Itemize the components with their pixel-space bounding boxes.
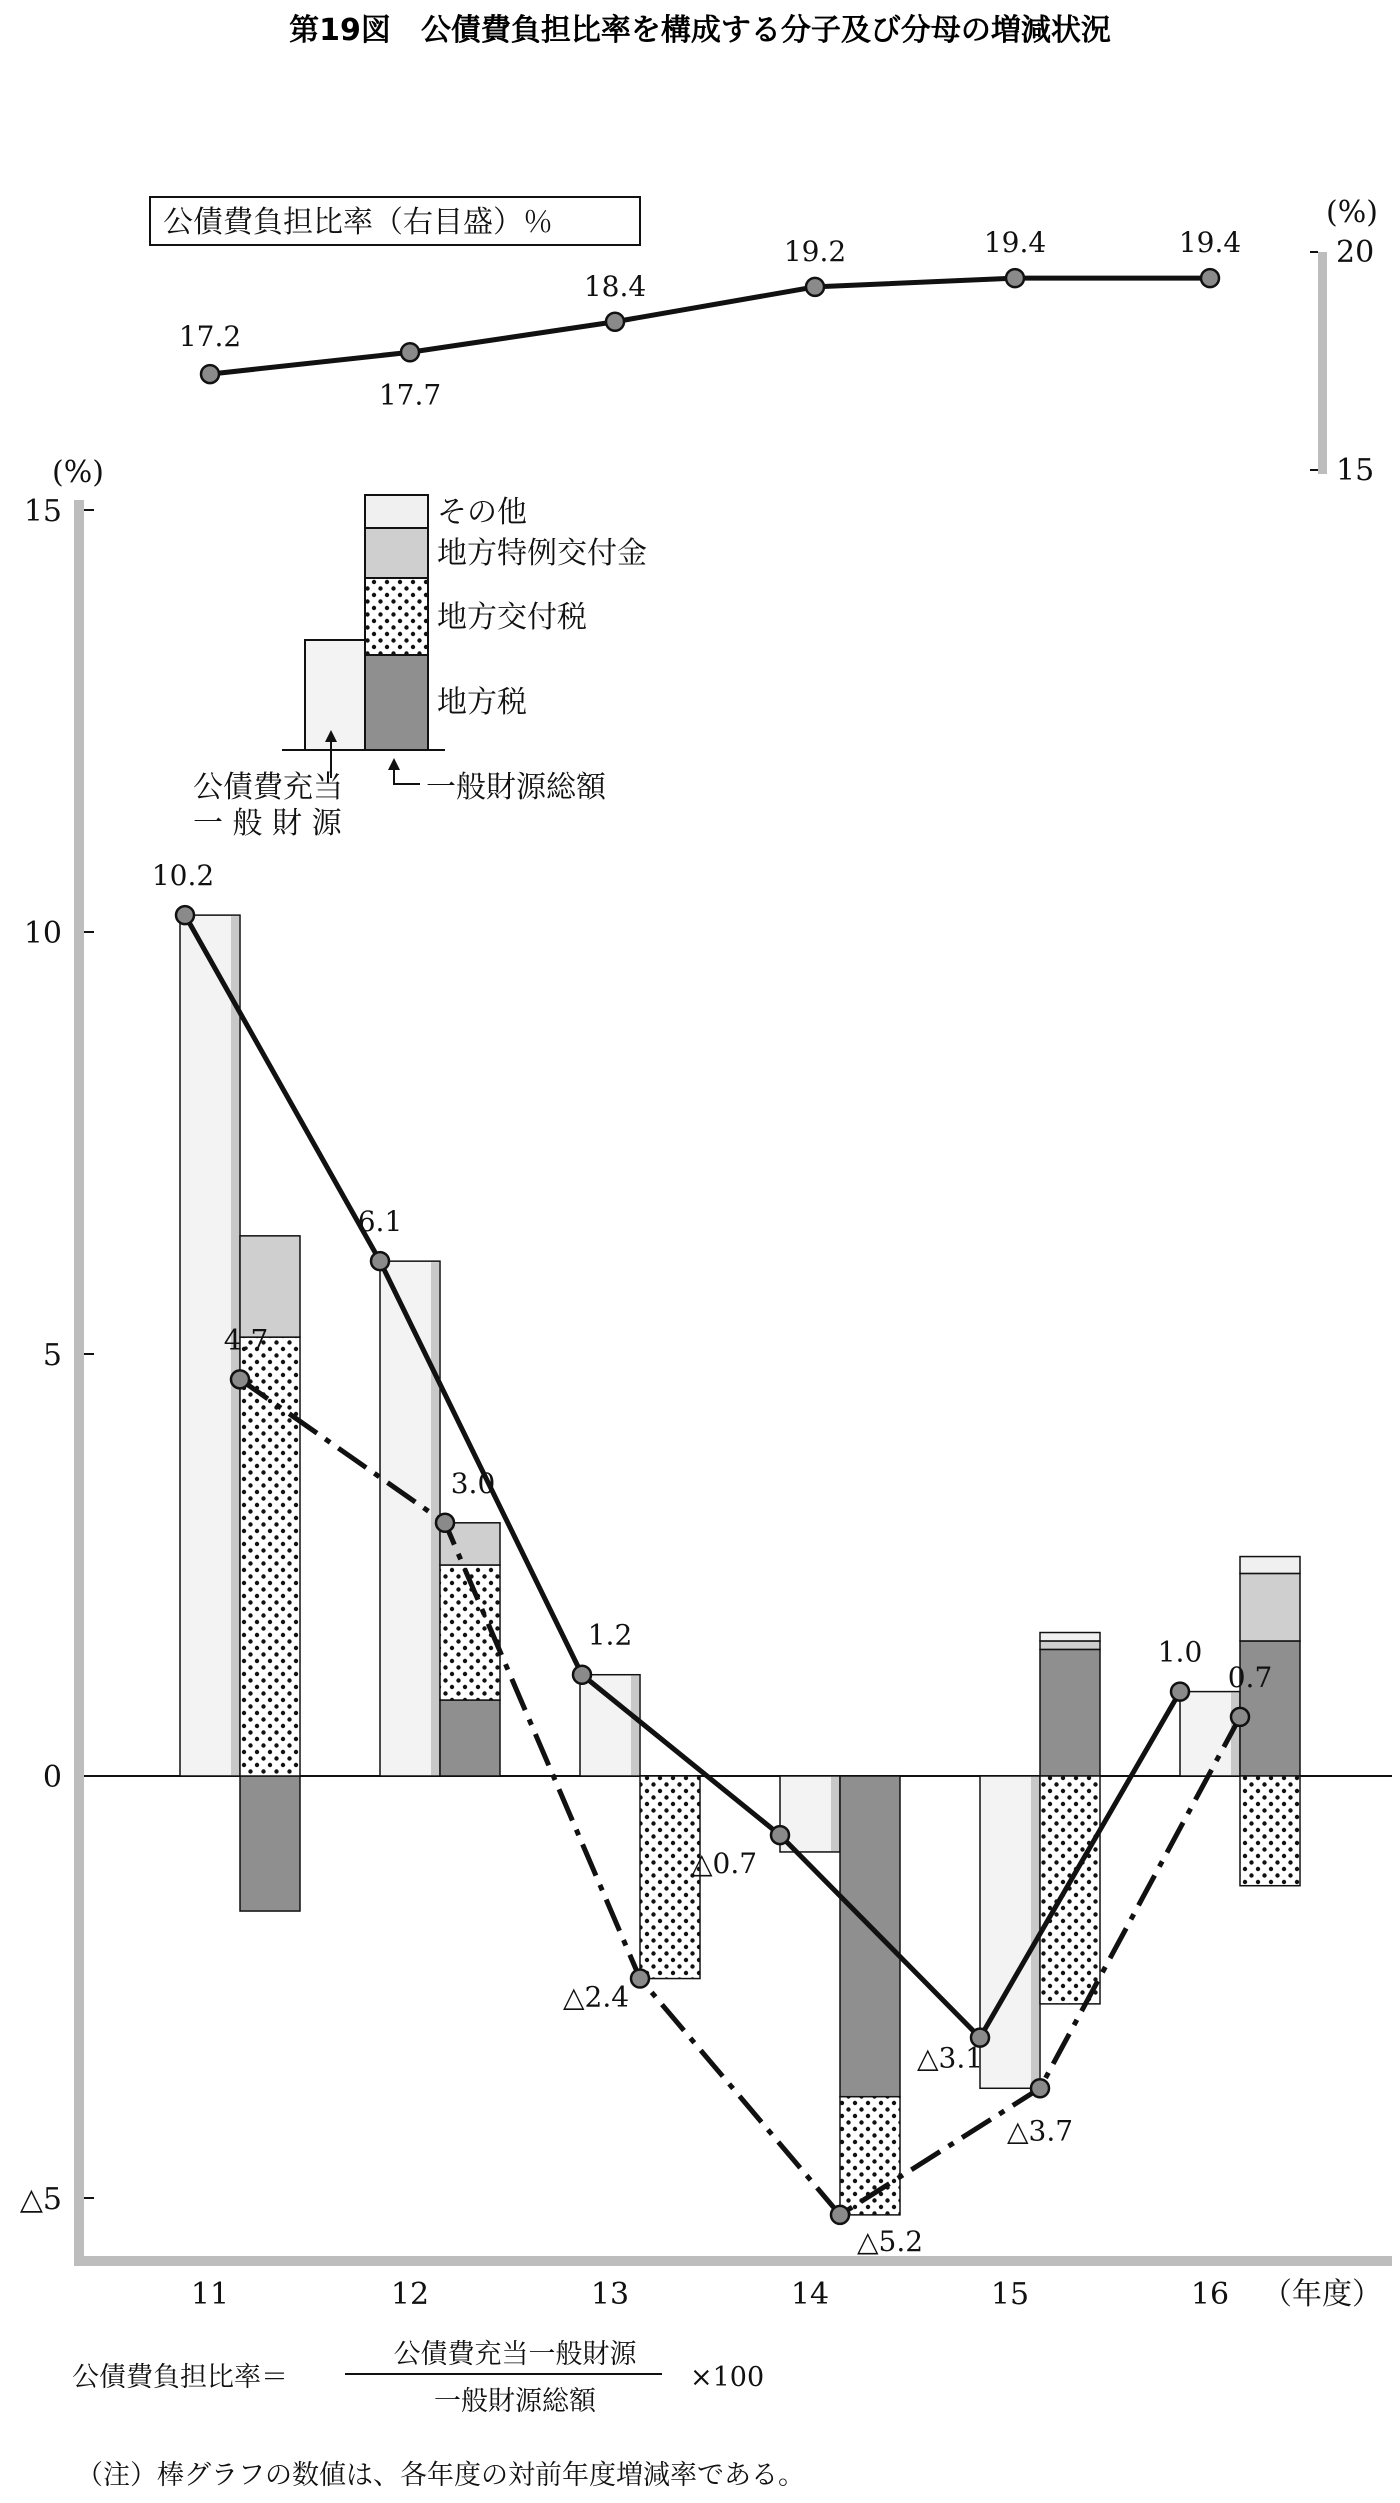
legend-label-numerator-2: 一 般 財 源 xyxy=(193,806,342,841)
growth-bottom-axis xyxy=(74,2256,1392,2266)
series-0-value-label-13: 1.2 xyxy=(587,1618,633,1652)
ratio-value-label-12: 17.7 xyxy=(378,378,442,412)
x-label-12: 12 xyxy=(390,2277,430,2312)
ratio-value-label-13: 18.4 xyxy=(583,269,647,303)
growth-left-axis xyxy=(74,500,84,2266)
series-0-point-16 xyxy=(1171,1683,1189,1701)
formula xyxy=(72,2339,764,2417)
denominator-tokurei-15 xyxy=(1040,1641,1100,1649)
ratio-panel xyxy=(150,195,1378,488)
legend-label-kofuzei: 地方交付税 xyxy=(437,600,587,635)
x-label-15: 15 xyxy=(990,2277,1030,2312)
series-1-point-16 xyxy=(1231,1708,1249,1726)
ratio-value-label-11: 17.2 xyxy=(178,320,242,354)
series-0-value-label-11: 10.2 xyxy=(151,859,215,893)
ratio-point-13 xyxy=(606,313,624,331)
series-1-value-label-11: 4.7 xyxy=(223,1323,269,1357)
series-0-value-label-15: △3.1 xyxy=(916,2041,984,2075)
ratio-value-label-15: 19.4 xyxy=(983,226,1047,260)
numerator-bar-shade-13 xyxy=(631,1676,639,1775)
ratio-points xyxy=(179,226,1241,411)
y-tick-label-3: 0 xyxy=(42,1760,62,1795)
ratio-axis-unit: (%) xyxy=(1326,195,1378,230)
x-label-14: 14 xyxy=(790,2277,830,2312)
legend-numerator-bar xyxy=(305,640,365,750)
series-0-point-11 xyxy=(176,906,194,924)
series-1-point-15 xyxy=(1031,2079,1049,2097)
series-0-value-label-16: 1.0 xyxy=(1157,1635,1203,1669)
denominator-chihozei-11 xyxy=(240,1776,300,1911)
growth-panel xyxy=(20,455,1392,2312)
x-axis-unit: （年度） xyxy=(1262,2277,1382,2312)
denominator-tokurei-16 xyxy=(1240,1573,1300,1641)
series-0-value-label-12: 6.1 xyxy=(357,1205,403,1239)
series-0-point-12 xyxy=(371,1252,389,1270)
series-1-value-label-15: △3.7 xyxy=(1006,2114,1074,2148)
legend-arrowhead-denominator xyxy=(388,758,400,770)
legend-swatch-chihozei xyxy=(365,655,428,750)
denominator-kofuzei-15 xyxy=(1040,1776,1100,2004)
ratio-right-axis xyxy=(1318,252,1327,474)
y-tick-label-4: △5 xyxy=(19,2182,62,2217)
bars xyxy=(180,915,1300,2215)
ratio-tick-label-top: 20 xyxy=(1336,235,1375,270)
series-0-point-14 xyxy=(771,1826,789,1844)
numerator-bar-shade-14 xyxy=(831,1777,839,1851)
ratio-point-14 xyxy=(806,278,824,296)
x-axis-labels xyxy=(191,2277,1229,2312)
denominator-sonota-15 xyxy=(1040,1633,1100,1641)
x-label-13: 13 xyxy=(590,2277,630,2312)
legend-label-numerator-1: 公債費充当 xyxy=(193,770,343,805)
ratio-tick-label-bottom: 15 xyxy=(1336,453,1375,488)
denominator-sonota-16 xyxy=(1240,1557,1300,1574)
ratio-value-label-16: 19.4 xyxy=(1178,226,1242,260)
denominator-kofuzei-16 xyxy=(1240,1776,1300,1886)
series-lines xyxy=(152,859,1272,2258)
legend xyxy=(193,495,647,841)
ratio-point-11 xyxy=(201,365,219,383)
series-1-point-11 xyxy=(231,1370,249,1388)
formula-denominator: 一般財源総額 xyxy=(434,2386,596,2417)
growth-y-unit: (%) xyxy=(52,455,104,490)
formula-multiplier: ×100 xyxy=(690,2362,765,2393)
legend-label-denominator: 一般財源総額 xyxy=(426,770,606,805)
ratio-line xyxy=(210,278,1210,374)
series-1-value-label-16: 0.7 xyxy=(1227,1660,1273,1694)
legend-label-sonota: その他 xyxy=(437,495,527,530)
ratio-legend-label: 公債費負担比率（右目盛）％ xyxy=(163,205,553,240)
series-1-value-label-12: 3.0 xyxy=(450,1466,496,1500)
y-tick-label-1: 10 xyxy=(23,916,62,951)
y-tick-label-0: 15 xyxy=(23,494,62,529)
ratio-point-16 xyxy=(1201,269,1219,287)
denominator-kofuzei-11 xyxy=(240,1337,300,1776)
legend-swatch-sonota xyxy=(365,495,428,528)
series-1-point-14 xyxy=(831,2206,849,2224)
denominator-chihozei-15 xyxy=(1040,1649,1100,1776)
legend-label-chihozei: 地方税 xyxy=(437,685,527,720)
series-0-value-label-14: △0.7 xyxy=(690,1847,758,1881)
formula-lhs: 公債費負担比率＝ xyxy=(72,2362,288,2393)
formula-numerator: 公債費充当一般財源 xyxy=(393,2339,637,2370)
denominator-chihozei-12 xyxy=(440,1700,500,1776)
ratio-point-15 xyxy=(1006,269,1024,287)
x-label-11: 11 xyxy=(190,2277,230,2312)
legend-swatch-tokurei xyxy=(365,528,428,578)
chart-title: 第19図 公債費負担比率を構成する分子及び分母の増減状況 xyxy=(289,13,1111,48)
series-1-value-label-14: △5.2 xyxy=(856,2224,924,2258)
series-1-value-label-13: △2.4 xyxy=(562,1980,630,2014)
numerator-bar-shade-15 xyxy=(1031,1777,1039,2087)
x-label-16: 16 xyxy=(1190,2277,1230,2312)
legend-label-tokurei: 地方特例交付金 xyxy=(437,536,647,571)
denominator-tokurei-11 xyxy=(240,1236,300,1337)
y-tick-label-2: 5 xyxy=(42,1338,62,1373)
series-0-point-13 xyxy=(573,1666,591,1684)
legend-swatch-kofuzei xyxy=(365,578,428,655)
series-1-point-13 xyxy=(631,1970,649,1988)
denominator-chihozei-14 xyxy=(840,1776,900,2097)
ratio-value-label-14: 19.2 xyxy=(783,234,847,268)
ratio-point-12 xyxy=(401,343,419,361)
footnote: （注）棒グラフの数値は、各年度の対前年度増減率である。 xyxy=(76,2460,805,2491)
series-1-point-12 xyxy=(436,1514,454,1532)
